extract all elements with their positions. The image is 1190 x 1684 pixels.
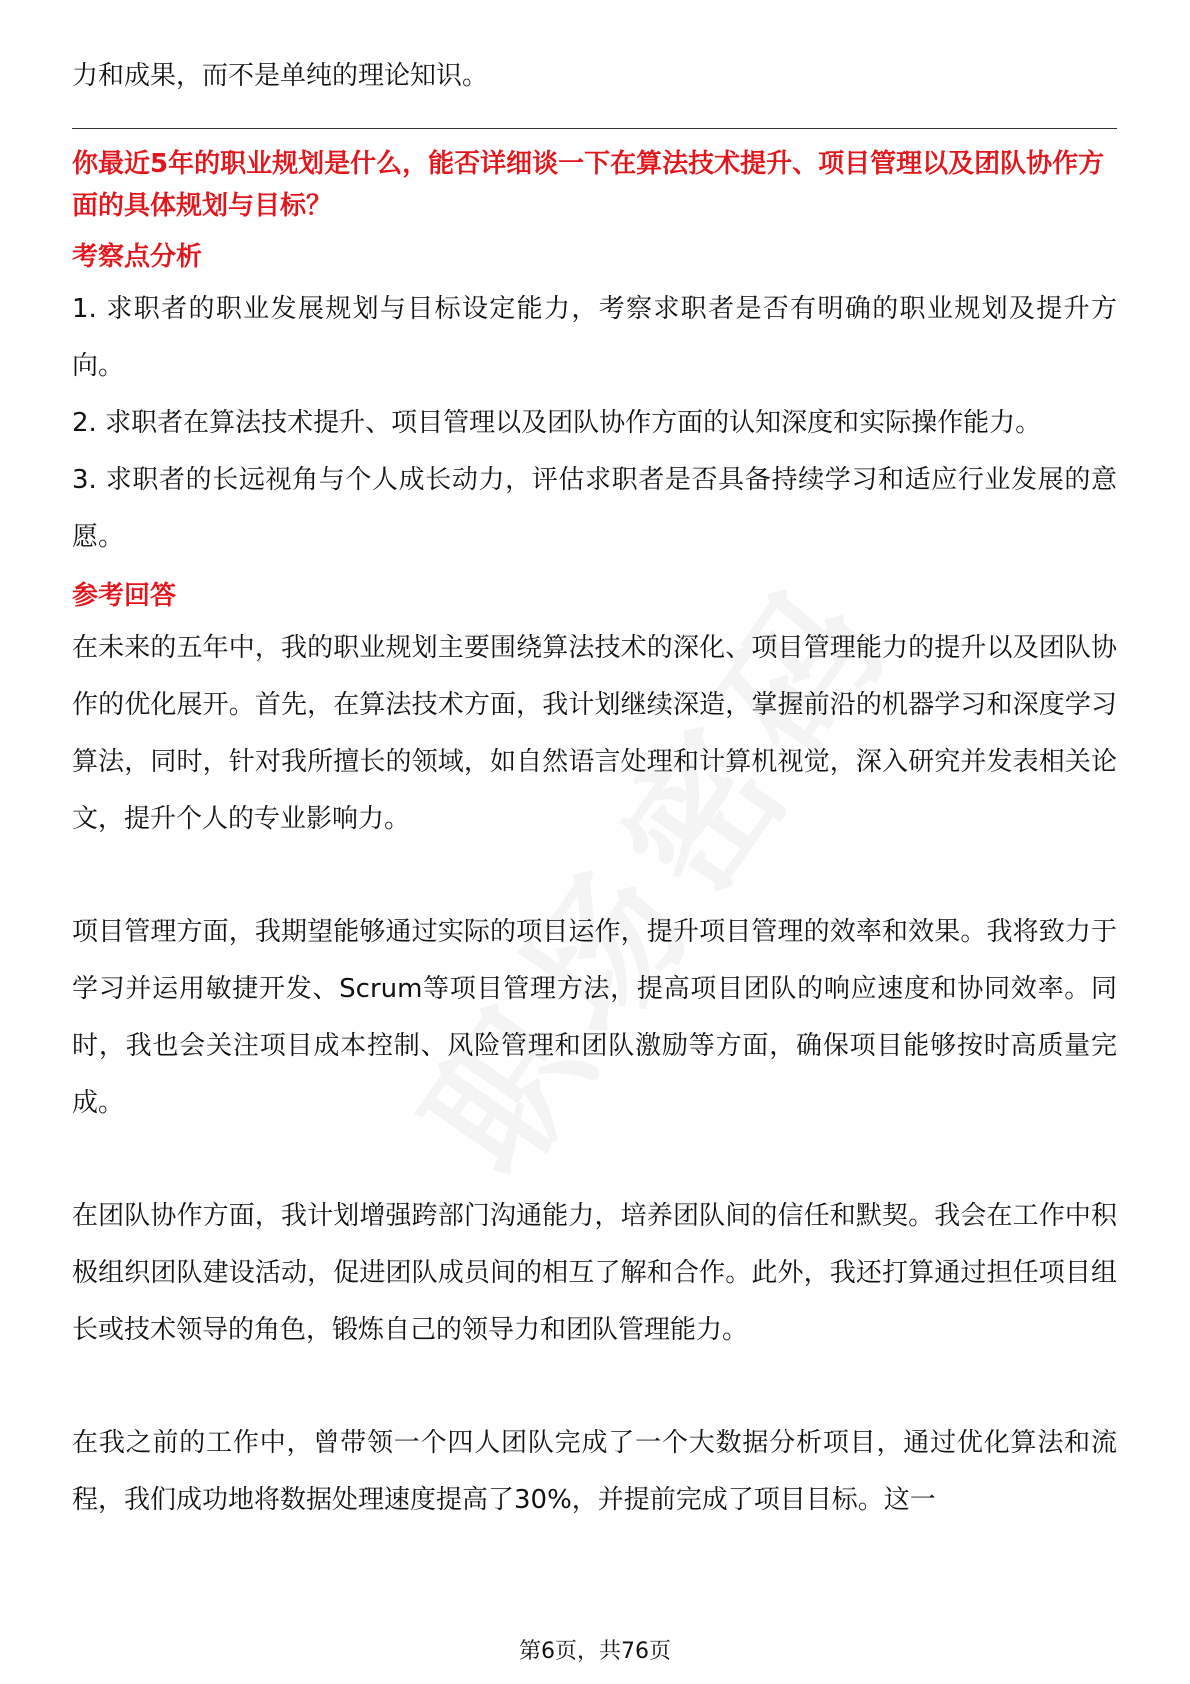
paragraph-gap	[72, 1359, 1117, 1415]
section-divider	[72, 128, 1117, 129]
answer-title: 参考回答	[72, 581, 177, 611]
previous-answer-tail: 力和成果，而不是单纯的理论知识。	[72, 61, 489, 91]
question-heading: 你最近5年的职业规划是什么，能否详细谈一下在算法技术提升、项目管理以及团队协作方面的具体规划与目标？	[72, 149, 1105, 221]
answer-paragraph-4: 在我之前的工作中，曾带领一个四人团队完成了一个大数据分析项目，通过优化算法和流程，我们成功地将数据处理速度提高了30%，并提前完成了项目目标。这一	[72, 1428, 1117, 1515]
answer-paragraph-2: 项目管理方面，我期望能够通过实际的项目运作，提升项目管理的效率和效果。我将致力于学习并运用敏捷开发、Scrum等项目管理方法，提高项目团队的响应速度和协同效率。同时，我也会关注项目成本控制、风险管理和团队激励等方面，确保项目能够按时高质量完成。	[72, 917, 1117, 1118]
answer-paragraph-1: 在未来的五年中，我的职业规划主要围绕算法技术的深化、项目管理能力的提升以及团队协作的优化展开。首先，在算法技术方面，我计划继续深造，掌握前沿的机器学习和深度学习算法，同时，针对我所擅长的领域，如自然语言处理和计算机视觉，深入研究并发表相关论文，提升个人的专业影响力。	[72, 633, 1117, 834]
analysis-item-1: 1. 求职者的职业发展规划与目标设定能力，考察求职者是否有明确的职业规划及提升方向。	[72, 294, 1117, 381]
analysis-item-2: 2. 求职者在算法技术提升、项目管理以及团队协作方面的认知深度和实际操作能力。	[72, 408, 1042, 438]
paragraph-gap	[72, 1132, 1117, 1188]
page-content	[72, 48, 1117, 1529]
analysis-item-3: 3. 求职者的长远视角与个人成长动力，评估求职者是否具备持续学习和适应行业发展的意愿。	[72, 465, 1117, 552]
page-number: 第6页，共76页	[519, 1639, 671, 1664]
answer-paragraph-3: 在团队协作方面，我计划增强跨部门沟通能力，培养团队间的信任和默契。我会在工作中积极组织团队建设活动，促进团队成员间的相互了解和合作。此外，我还打算通过担任项目组长或技术领导的角色，锻炼自己的领导力和团队管理能力。	[72, 1201, 1117, 1345]
analysis-title: 考察点分析	[72, 242, 203, 272]
paragraph-gap	[72, 848, 1117, 904]
